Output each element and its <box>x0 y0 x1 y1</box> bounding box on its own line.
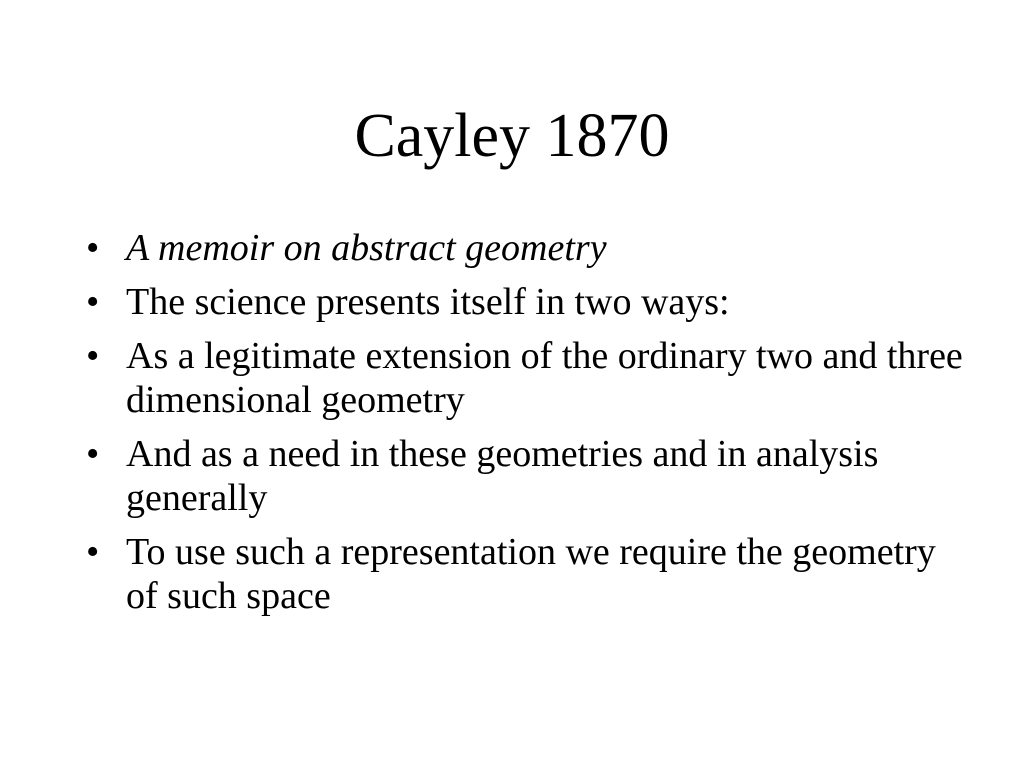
slide-title: Cayley 1870 <box>354 102 670 170</box>
bullet-item <box>86 280 966 324</box>
bullet-text: As a legitimate extension of the ordinary two and three dimensional geometry <box>126 335 963 421</box>
bullet-item <box>86 226 966 270</box>
bullet-text: The science presents itself in two ways: <box>126 281 730 323</box>
bullet-text: A memoir on abstract geometry <box>126 227 607 269</box>
bullet-text: And as a need in these geometries and in analysis generally <box>126 433 879 519</box>
bullet-item <box>86 530 966 618</box>
bullet-icon: • <box>86 281 100 323</box>
bullet-item <box>86 432 966 520</box>
bullet-icon: • <box>86 227 100 269</box>
bullet-list <box>86 226 966 628</box>
bullet-text: To use such a representation we require the geometry of such space <box>126 531 936 617</box>
bullet-icon: • <box>86 433 100 475</box>
bullet-item <box>86 334 966 422</box>
bullet-icon: • <box>86 335 100 377</box>
bullet-icon: • <box>86 531 100 573</box>
